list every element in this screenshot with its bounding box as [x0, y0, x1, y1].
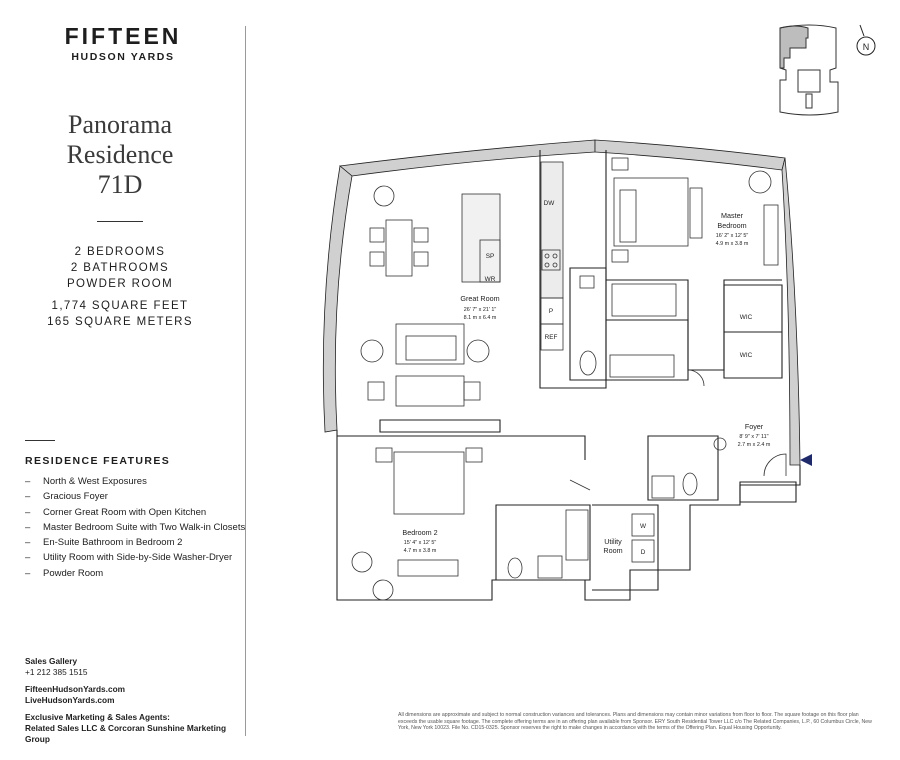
spec-bedrooms: 2 BEDROOMS [74, 246, 166, 258]
foyer-metric: 2.7 m x 2.4 m [737, 442, 771, 448]
foyer-name: Foyer [744, 422, 764, 431]
brand-subname: HUDSON YARDS [71, 51, 175, 63]
master-bath [580, 276, 676, 377]
phone-number[interactable]: +1 212 385 1515 [25, 667, 88, 677]
master-imperial: 16' 2" x 12' 5" [715, 233, 749, 239]
dishwasher-label: DW [543, 200, 555, 207]
wic-label-2: WIC [739, 352, 753, 359]
feature-dash: – [25, 537, 31, 549]
feature-dash: – [25, 567, 31, 579]
wic-label-1: WIC [739, 314, 753, 321]
living-area [361, 324, 489, 406]
feature-label: En-Suite Bathroom in Bedroom 2 [43, 537, 183, 549]
legal-disclaimer: All dimensions are approximate and subject to normal construction variances and tolerances. Plans and dimensions may contain minor variations from floor to floor. The square footage on this floor plan exceeds the usable square footage. The complete offering terms are in an offering plan available from Sponsor. ERY South Residential Tower LLC c/o The Related Companies, L.P., 60 Columbus Circle, New York, New York 10023. File No. CD15-0325. Sponsor reserves the right to make changes in accordance with the terms of the Offering Plan. Equal Housing Opportunity. [398, 712, 872, 732]
master-name-2: Bedroom [717, 221, 747, 230]
website-link[interactable]: FifteenHudsonYards.com [25, 684, 126, 694]
bath-2 [508, 510, 588, 578]
residence-title-line1: Panorama [68, 110, 172, 139]
feature-dash: – [25, 552, 31, 564]
bedroom-2-metric: 4.7 m x 3.8 m [403, 548, 437, 554]
washer-label: W [639, 523, 647, 530]
feature-dash: – [25, 506, 31, 518]
compass [857, 25, 875, 55]
feature-dash: – [25, 491, 31, 503]
feature-label: Powder Room [43, 567, 104, 579]
brand-name: FIFTEEN [64, 23, 182, 49]
sp-label: SP [485, 253, 495, 260]
key-plan [780, 25, 838, 115]
wr-label: WR [484, 276, 496, 283]
utility-name-2: Room [603, 546, 623, 555]
spec-bathrooms: 2 BATHROOMS [70, 262, 170, 274]
powder-room [652, 473, 697, 498]
foyer-imperial: 8' 9" x 7' 11" [739, 434, 769, 440]
utility-name-1: Utility [604, 537, 622, 546]
bedroom-2-name: Bedroom 2 [402, 528, 438, 537]
great-room-imperial: 26' 7" x 21' 1" [463, 307, 497, 313]
feature-dash: – [25, 521, 31, 533]
feature-label: Corner Great Room with Open Kitchen [43, 506, 207, 518]
pantry-label: P [548, 308, 554, 315]
bedroom-2 [352, 448, 482, 576]
website-link-2[interactable]: LiveHudsonYards.com [25, 695, 115, 705]
spec-powder-room: POWDER ROOM [66, 278, 174, 290]
dining-table [370, 186, 428, 600]
spec-square-feet: 1,774 SQUARE FEET [51, 300, 189, 312]
agents-names: Related Sales LLC & Corcoran Sunshine Marketing Group [25, 723, 227, 744]
entry-arrow-icon [800, 454, 812, 466]
master-bedroom [612, 158, 778, 265]
dryer-label: D [640, 549, 646, 556]
feature-label: North & West Exposures [43, 476, 147, 487]
feature-label: Utility Room with Side-by-Side Washer-Dryer [43, 552, 233, 564]
features-title: RESIDENCE FEATURES [25, 455, 171, 467]
key-plan-core [798, 70, 820, 92]
sales-gallery-label: Sales Gallery [25, 656, 78, 666]
great-room-metric: 8.1 m x 6.4 m [463, 315, 497, 321]
compass-letter: N [862, 42, 870, 52]
feature-label: Master Bedroom Suite with Two Walk-in Closets [43, 521, 246, 533]
residence-title-line3: 71D [97, 170, 143, 199]
agents-label: Exclusive Marketing & Sales Agents: [25, 712, 170, 722]
bedroom-2-imperial: 15' 4" x 12' 5" [403, 540, 437, 546]
spec-square-meters: 165 SQUARE METERS [47, 316, 193, 328]
key-plan-highlight [780, 26, 808, 68]
master-name-1: Master [721, 211, 743, 220]
residence-title-line2: Residence [66, 140, 174, 169]
feature-label: Gracious Foyer [43, 491, 108, 503]
refrigerator-label: REF [544, 334, 558, 341]
kitchen [462, 162, 563, 350]
feature-dash: – [25, 476, 31, 487]
master-metric: 4.9 m x 3.8 m [715, 241, 749, 247]
great-room-name: Great Room [460, 294, 500, 303]
